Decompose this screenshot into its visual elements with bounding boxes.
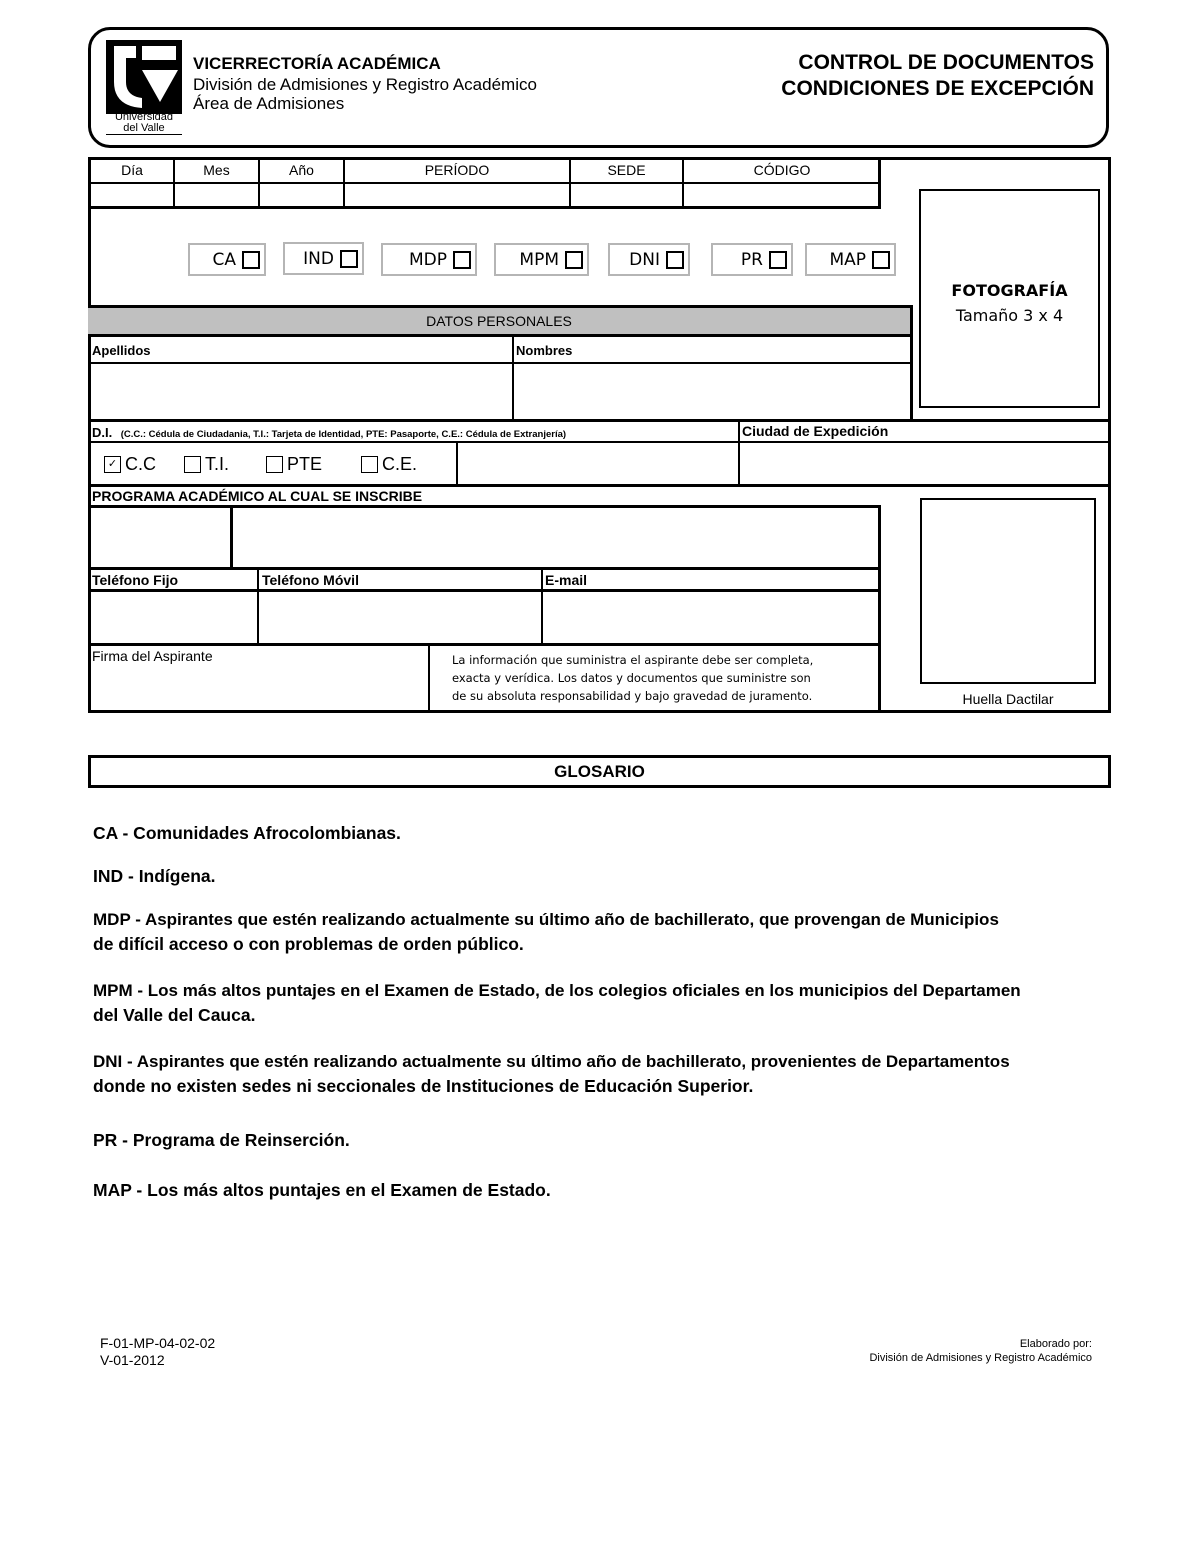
doc-type-ti-label: T.I.: [205, 454, 230, 474]
category-dni[interactable]: [608, 243, 690, 276]
col-mes: Mes: [203, 162, 230, 178]
org-division: División de Admisiones y Registro Académico: [193, 75, 537, 94]
category-ca-label: CA: [212, 249, 236, 270]
disclaimer: [452, 651, 813, 705]
checkbox-icon[interactable]: [666, 251, 684, 269]
nombres-label: Nombres: [516, 343, 573, 358]
category-map[interactable]: [805, 243, 896, 276]
doc-type-pte[interactable]: [266, 454, 322, 475]
photo-label: FOTOGRAFÍA: [951, 281, 1068, 300]
apellidos-input[interactable]: [91, 365, 511, 418]
doc-title-1: CONTROL DE DOCUMENTOS: [798, 51, 1094, 74]
category-map-label: MAP: [829, 249, 866, 270]
mes-input[interactable]: [175, 185, 257, 206]
col-codigo: CÓDIGO: [753, 162, 811, 178]
footer-version: V-01-2012: [100, 1352, 165, 1368]
checkbox-icon[interactable]: [769, 251, 787, 269]
col-dia: Día: [121, 162, 143, 178]
disclaimer-line-1: La información que suministra el aspirante debe ser completa,: [452, 653, 814, 667]
footer-form-code: F-01-MP-04-02-02: [100, 1335, 216, 1351]
category-pr-label: PR: [740, 249, 763, 270]
apellidos-label: Apellidos: [92, 343, 151, 358]
footer-elaborado-by: División de Admisiones y Registro Académico: [869, 1352, 1092, 1364]
doc-type-ti[interactable]: [184, 454, 229, 475]
program-label: PROGRAMA ACADÉMICO AL CUAL SE INSCRIBE: [92, 488, 423, 504]
photo-size: Tamaño 3 x 4: [955, 306, 1064, 325]
fingerprint-box: [920, 498, 1096, 684]
disclaimer-line-2: exacta y verídica. Los datos y documentos que suministre son: [452, 671, 811, 685]
category-dni-label: DNI: [629, 249, 660, 270]
di-number-input[interactable]: [459, 444, 736, 484]
col-ano: Año: [289, 162, 314, 178]
col-periodo: PERÍODO: [424, 162, 490, 178]
category-mdp[interactable]: [381, 243, 477, 276]
glossary-item-mpm: MPM - Los más altos puntajes en el Examen de Estado, de los colegios oficiales en los municipios del Departamen del Valle del Cauca.: [93, 981, 1021, 1025]
org-area: Área de Admisiones: [193, 94, 345, 113]
category-mpm[interactable]: [494, 243, 589, 276]
firma-input[interactable]: [91, 668, 426, 708]
doc-type-pte-label: PTE: [287, 454, 323, 474]
category-pr[interactable]: [711, 243, 793, 276]
telefono-movil-input[interactable]: [260, 593, 540, 643]
telefono-fijo-input[interactable]: [91, 593, 256, 643]
sede-input[interactable]: [571, 185, 681, 206]
category-ind[interactable]: [283, 242, 364, 275]
glossary-title: GLOSARIO: [554, 762, 645, 781]
checkbox-icon[interactable]: [872, 251, 890, 269]
doc-type-cc[interactable]: [104, 454, 156, 475]
logo-mark-icon: [106, 40, 182, 114]
di-label-row: [92, 424, 566, 442]
disclaimer-line-3: de su absoluta responsabilidad y bajo gravedad de juramento.: [452, 689, 813, 703]
glossary-item-dni: DNI - Aspirantes que estén realizando actualmente su último año de bachillerato, provenientes de Departamentos donde no existen sedes ni seccionales de Instituciones de Educación Superior.: [93, 1052, 1010, 1096]
glossary-item-ind: IND - Indígena.: [93, 866, 216, 886]
logo-text-1: Universidad: [114, 111, 174, 123]
di-label: D.I.: [92, 425, 113, 440]
huella-label: Huella Dactilar: [962, 691, 1054, 707]
telefono-fijo-label: Teléfono Fijo: [92, 572, 179, 588]
org-title: VICERRECTORÍA ACADÉMICA: [193, 54, 441, 73]
doc-title-2: CONDICIONES DE EXCEPCIÓN: [781, 77, 1094, 100]
check-icon[interactable]: ✓: [104, 456, 121, 473]
checkbox-icon[interactable]: [565, 251, 583, 269]
doc-type-ce-label: C.E.: [382, 454, 418, 474]
doc-type-cc-label: C.C: [125, 454, 156, 474]
glossary-item-pr: PR - Programa de Reinserción.: [93, 1130, 350, 1150]
email-label: E-mail: [545, 572, 588, 588]
glossary-header: [88, 755, 1111, 788]
program-name-input[interactable]: [234, 509, 878, 567]
firma-label: Firma del Aspirante: [92, 648, 213, 664]
category-ca[interactable]: [188, 243, 266, 276]
personal-data-title: DATOS PERSONALES: [426, 313, 572, 329]
category-mdp-label: MDP: [408, 249, 447, 270]
col-sede: SEDE: [607, 162, 646, 178]
nombres-input[interactable]: [515, 365, 910, 418]
doc-type-ce[interactable]: [361, 454, 417, 475]
logo-text-2: del Valle: [106, 122, 182, 135]
category-ind-label: IND: [303, 248, 334, 269]
glossary-item-mdp: MDP - Aspirantes que estén realizando actualmente su último año de bachillerato, que provengan de Municipios de difícil acceso o con problemas de orden público.: [93, 910, 999, 954]
dia-input[interactable]: [91, 185, 172, 206]
checkbox-icon[interactable]: [340, 250, 358, 268]
glossary-item-ca: CA - Comunidades Afrocolombianas.: [93, 823, 401, 843]
codigo-input[interactable]: [684, 185, 879, 206]
email-input[interactable]: [544, 593, 878, 643]
category-mpm-label: MPM: [519, 249, 559, 270]
checkbox-icon[interactable]: [242, 251, 260, 269]
program-code-input[interactable]: [91, 509, 229, 567]
periodo-input[interactable]: [345, 185, 568, 206]
telefono-movil-label: Teléfono Móvil: [262, 572, 359, 588]
ano-input[interactable]: [260, 185, 342, 206]
university-logo: [106, 40, 182, 136]
glossary-item-map: MAP - Los más altos puntajes en el Examen de Estado.: [93, 1180, 551, 1200]
checkbox-icon[interactable]: [266, 456, 283, 473]
checkbox-icon[interactable]: [453, 251, 471, 269]
ciudad-label: Ciudad de Expedición: [742, 423, 889, 439]
ciudad-input[interactable]: [741, 444, 1108, 484]
checkbox-icon[interactable]: [184, 456, 201, 473]
checkbox-icon[interactable]: [361, 456, 378, 473]
personal-data-header: [88, 305, 913, 337]
di-note: (C.C.: Cédula de Ciudadania, T.I.: Tarjeta de Identidad, PTE: Pasaporte, C.E.: Cédula de Extranjería): [120, 429, 567, 440]
footer-elaborado-label: Elaborado por:: [1019, 1338, 1092, 1350]
